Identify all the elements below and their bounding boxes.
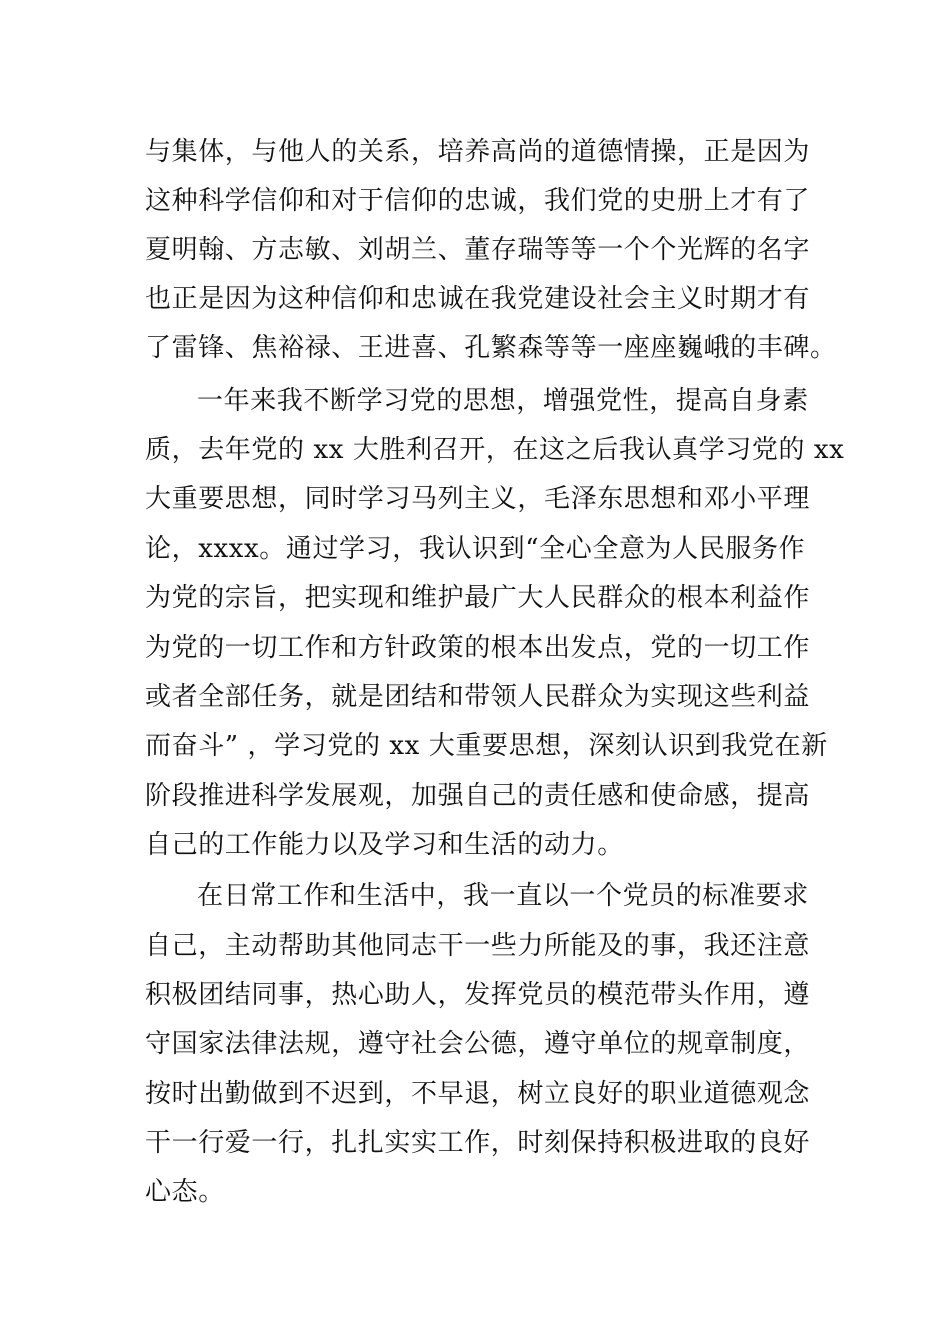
text-line: 为党的宗旨，把实现和维护最广大人民群众的根本利益作 <box>145 583 811 613</box>
text-line: 为党的一切工作和方针政策的根本出发点，党的一切工作 <box>145 633 811 663</box>
text-line: 自己，主动帮助其他同志干一些力所能及的事，我还注意 <box>145 931 811 961</box>
text-line: 论，xxxx。通过学习，我认识到“全心全意为人民服务作 <box>145 534 806 564</box>
text-line: 而奋斗” ，学习党的 xx 大重要思想，深刻认识到我党在新 <box>145 731 828 761</box>
text-line: 守国家法律法规，遵守社会公德，遵守单位的规章制度， <box>145 1029 811 1059</box>
text-line: 积极团结同事，热心助人，发挥党员的模范带头作用，遵 <box>145 980 811 1010</box>
text-line: 与集体，与他人的关系，培养高尚的道德情操，正是因为 <box>145 137 811 167</box>
text-line: 或者全部任务，就是团结和带领人民群众为实现这些利益 <box>145 682 811 712</box>
text-line: 心态。 <box>145 1177 225 1207</box>
text-line: 大重要思想，同时学习马列主义，毛泽东思想和邓小平理 <box>145 484 811 514</box>
text-line: 按时出勤做到不迟到，不早退，树立良好的职业道德观念 <box>145 1079 811 1109</box>
text-line: 质，去年党的 xx 大胜利召开，在这之后我认真学习党的 xx <box>145 435 845 465</box>
text-line: 这种科学信仰和对于信仰的忠诚，我们党的史册上才有了 <box>145 186 811 216</box>
text-line: 夏明翰、方志敏、刘胡兰、董存瑞等等一个个光辉的名字 <box>145 235 811 265</box>
text-line: 干一行爱一行，扎扎实实工作，时刻保持积极进取的良好 <box>145 1128 811 1158</box>
text-line: 自己的工作能力以及学习和生活的动力。 <box>145 830 624 860</box>
paragraph-first-line: 一年来我不断学习党的思想，增强党性，提高自身素 <box>197 386 809 416</box>
text-line: 阶段推进科学发展观，加强自己的责任感和使命感，提高 <box>145 781 811 811</box>
text-line: 了雷锋、焦裕禄、王进喜、孔繁森等等一座座巍峨的丰碑。 <box>145 333 837 363</box>
paragraph-first-line: 在日常工作和生活中，我一直以一个党员的标准要求 <box>197 881 809 911</box>
text-line: 也正是因为这种信仰和忠诚在我党建设社会主义时期才有 <box>145 284 811 314</box>
